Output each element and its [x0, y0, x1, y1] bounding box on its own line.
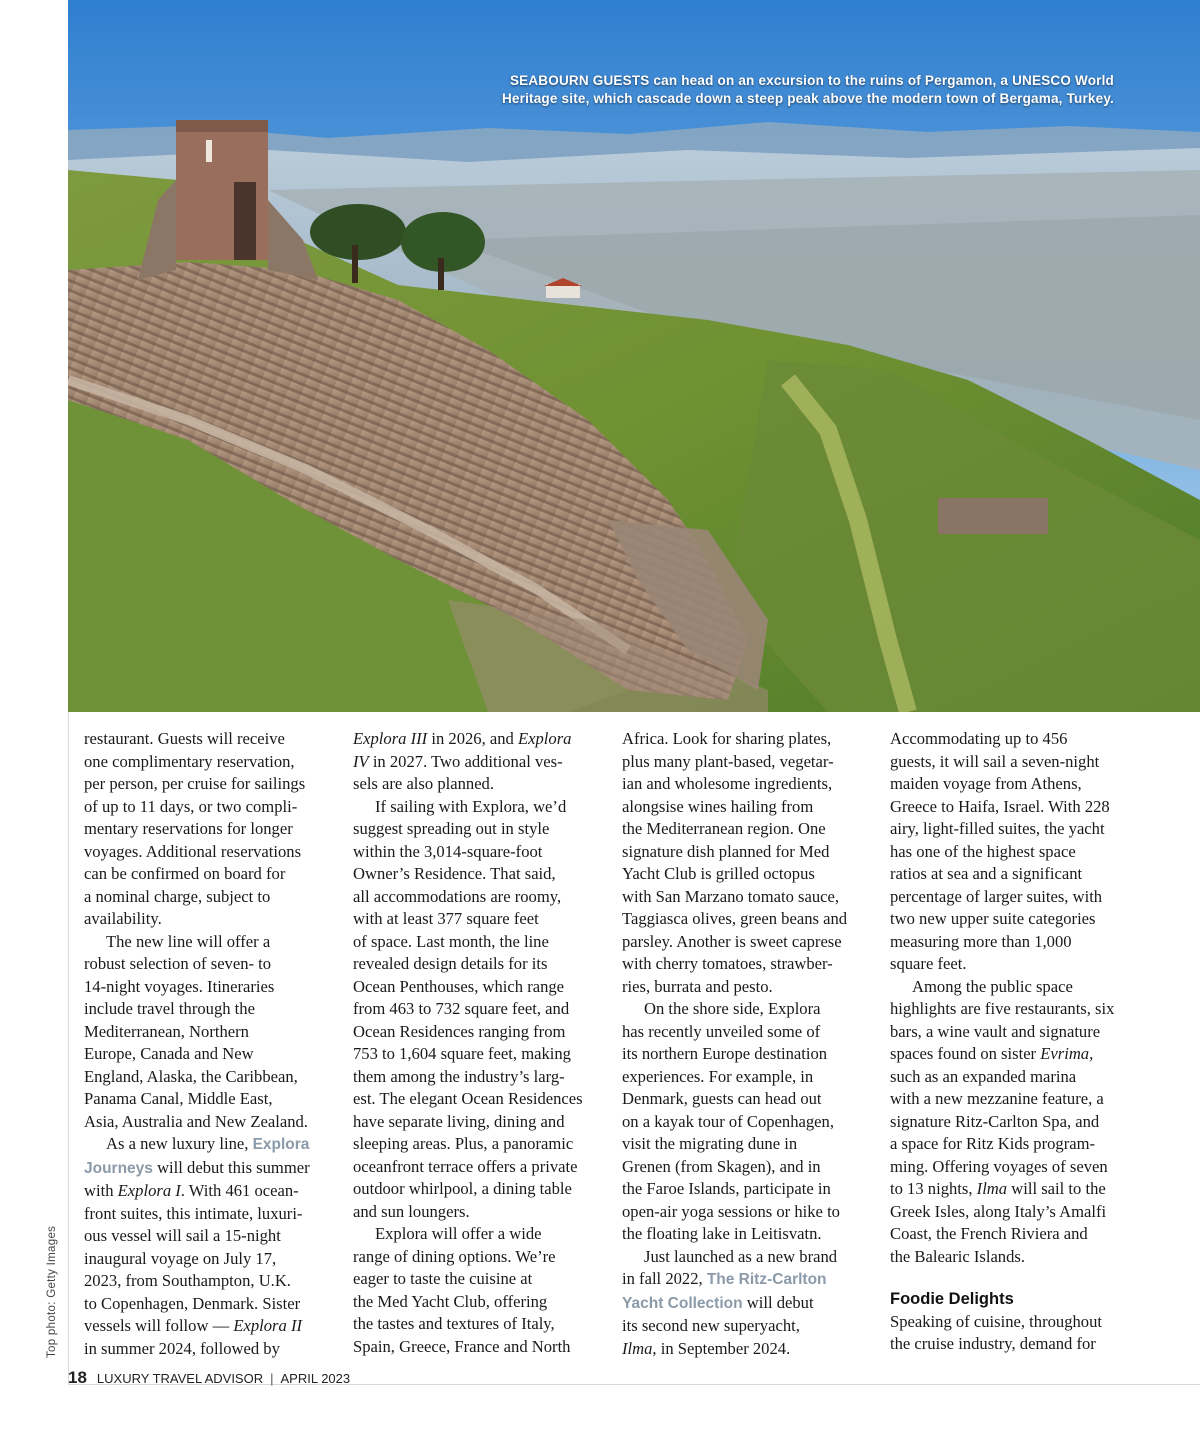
text-line: eager to taste the cuisine at — [353, 1269, 533, 1288]
text-span: As a new luxury line, — [106, 1134, 253, 1153]
text-line: a space for Ritz Kids program- — [890, 1134, 1096, 1153]
text-line: the Balearic Islands. — [890, 1246, 1026, 1266]
text-line: Europe, Canada and New — [84, 1044, 254, 1063]
ship-name: Explora II — [233, 1316, 303, 1335]
text-line: include travel through the — [84, 999, 255, 1018]
text-column-1 — [84, 728, 328, 1360]
text-line: If sailing with Explora, we’d — [375, 796, 567, 816]
text-line: has recently unveiled some of — [622, 1021, 821, 1041]
text-span: spaces found on sister — [890, 1044, 1041, 1063]
text-line: one complimentary reservation, — [84, 751, 295, 771]
text-line: inaugural voyage on July 17, — [84, 1248, 277, 1268]
page-number: 18 — [68, 1368, 87, 1387]
text-line: plus many plant-based, vegetar- — [622, 751, 834, 771]
text-line: two new upper suite categories — [890, 909, 1096, 928]
text-line: voyages. Additional reservations — [84, 841, 302, 861]
brand-link-ritz-carlton-yacht: Yacht Collection — [622, 1294, 743, 1312]
text-line: airy, light-filled suites, the yacht — [890, 819, 1105, 838]
text-line: with San Marzano tomato sauce, — [622, 886, 840, 906]
text-span: vessels will follow — — [84, 1316, 234, 1335]
text-line: availability. — [84, 909, 162, 928]
text-line — [890, 1178, 1134, 1201]
caption-line: Heritage site, which cascade down a steep peak above the modern town of Bergama, Turkey. — [501, 91, 1114, 106]
text-line: signature Ritz-Carlton Spa, and — [890, 1111, 1100, 1131]
text-line: percentage of larger suites, with — [890, 886, 1103, 906]
text-line: the Med Yacht Club, offering — [353, 1291, 548, 1311]
text-line: with a new mezzanine feature, a — [890, 1089, 1104, 1108]
text-line: front suites, this intimate, luxuri- — [84, 1203, 303, 1223]
text-span: in 2027. Two additional ves- — [368, 751, 563, 771]
text-column-4 — [890, 728, 1134, 1356]
text-line: Spain, Greece, France and North — [353, 1336, 571, 1356]
text-line: Grenen (from Skagen), and in — [622, 1156, 821, 1176]
text-line: square feet. — [890, 954, 967, 973]
text-line: Speaking of cuisine, throughout — [890, 1311, 1102, 1331]
text-line: mentary reservations for longer — [84, 819, 293, 838]
page-footer — [68, 1368, 350, 1388]
text-line: visit the migrating dune in — [622, 1134, 798, 1153]
text-line: Explora will offer a wide — [375, 1224, 542, 1243]
text-span: in 2026, and — [427, 729, 518, 748]
text-line: England, Alaska, the Caribbean, — [84, 1066, 298, 1086]
text-line: Among the public space — [912, 976, 1073, 996]
text-line: them among the industry’s larg- — [353, 1066, 565, 1086]
ship-name: Ilma — [622, 1338, 653, 1358]
text-line: Greece to Haifa, Israel. With 228 — [890, 796, 1110, 816]
text-column-3 — [622, 728, 866, 1360]
text-line: Yacht Club is grilled octopus — [622, 864, 815, 883]
text-line — [353, 728, 597, 751]
text-line — [622, 1268, 866, 1292]
text-line: its second new superyacht, — [622, 1316, 800, 1335]
publication-name: LUXURY TRAVEL ADVISOR — [96, 1371, 264, 1386]
text-line — [622, 1292, 866, 1316]
text-span: with — [84, 1181, 118, 1200]
text-line: the Faroe Islands, participate in — [622, 1179, 831, 1198]
section-subhead: Foodie Delights — [890, 1290, 1014, 1308]
text-line: On the shore side, Explora — [644, 999, 821, 1018]
text-line: Greek Isles, along Italy’s Amalfi — [890, 1201, 1107, 1221]
text-line: all accommodations are roomy, — [353, 886, 562, 906]
footer-separator: | — [270, 1371, 274, 1386]
text-line: 753 to 1,604 square feet, making — [353, 1044, 571, 1063]
ship-name: IV — [353, 751, 369, 771]
text-line: Just launched as a new brand — [644, 1246, 838, 1266]
text-line: Africa. Look for sharing plates, — [622, 729, 832, 748]
text-line: measuring more than 1,000 — [890, 931, 1072, 951]
text-line: per person, per cruise for sailings — [84, 774, 306, 793]
text-line: have separate living, dining and — [353, 1111, 565, 1131]
text-line: 2023, from Southampton, U.K. — [84, 1271, 291, 1290]
ship-name: Explora III — [353, 729, 428, 748]
text-span: , in September 2024. — [652, 1338, 791, 1358]
text-line: open-air yoga sessions or hike to — [622, 1201, 840, 1221]
text-line: suggest spreading out in style — [353, 819, 550, 838]
text-line: with at least 377 square feet — [353, 909, 539, 928]
hero-photo — [68, 0, 1200, 712]
text-line: Mediterranean, Northern — [84, 1021, 249, 1041]
text-span: to 13 nights, — [890, 1179, 977, 1198]
text-line: from 463 to 732 square feet, and — [353, 999, 570, 1018]
text-line — [84, 1180, 328, 1203]
left-rule — [68, 712, 69, 1384]
text-line: the tastes and textures of Italy, — [353, 1314, 555, 1333]
text-line: oceanfront terrace offers a private — [353, 1156, 578, 1176]
text-line: signature dish planned for Med — [622, 841, 830, 861]
text-span: will debut — [742, 1292, 814, 1312]
text-line: Taggiasca olives, green beans and — [622, 909, 848, 928]
text-column-2 — [353, 728, 597, 1358]
text-line: highlights are five restaurants, six — [890, 999, 1115, 1018]
caption-line: SEABOURN GUESTS can head on an excursion to the ruins of Pergamon, a UNESCO World — [509, 73, 1114, 88]
photo-credit: Top photo: Getty Images — [46, 1225, 58, 1358]
text-line: est. The elegant Ocean Residences — [353, 1089, 583, 1108]
text-line: ratios at sea and a significant — [890, 864, 1083, 883]
text-line: maiden voyage from Athens, — [890, 774, 1082, 793]
text-line: outdoor whirlpool, a dining table — [353, 1179, 572, 1198]
text-line — [84, 1315, 328, 1338]
text-line: of space. Last month, the line — [353, 931, 549, 951]
text-line — [84, 1157, 328, 1181]
ship-name: Explora I — [117, 1181, 181, 1200]
text-line: experiences. For example, in — [622, 1066, 814, 1086]
text-line: and sun loungers. — [353, 1201, 470, 1221]
text-line: within the 3,014-square-foot — [353, 841, 543, 861]
text-line: 14-night voyages. Itineraries — [84, 976, 275, 996]
issue-date: APRIL 2023 — [280, 1371, 351, 1386]
text-line: Asia, Australia and New Zealand. — [84, 1111, 308, 1131]
text-line: the Mediterranean region. One — [622, 819, 826, 838]
text-line: parsley. Another is sweet caprese — [622, 931, 842, 951]
text-line: ming. Offering voyages of seven — [890, 1156, 1108, 1176]
text-line: ous vessel will sail a 15-night — [84, 1226, 281, 1245]
text-line: the floating lake in Leitisvatn. — [622, 1224, 822, 1243]
text-span: will sail to the — [1007, 1179, 1106, 1198]
photo-caption — [394, 72, 1114, 108]
brand-link-explora-journeys: Journeys — [84, 1159, 153, 1177]
text-line — [890, 1043, 1134, 1066]
text-line: in summer 2024, followed by — [84, 1338, 280, 1358]
text-line: Panama Canal, Middle East, — [84, 1089, 273, 1108]
text-line: its northern Europe destination — [622, 1044, 828, 1063]
text-line: Accommodating up to 456 — [890, 729, 1068, 748]
text-line: has one of the highest space — [890, 841, 1076, 861]
text-line: Denmark, guests can head out — [622, 1089, 822, 1108]
text-line: with cherry tomatoes, strawber- — [622, 954, 833, 973]
text-line: to Copenhagen, Denmark. Sister — [84, 1293, 301, 1313]
ship-name: Explora — [517, 729, 572, 748]
brand-link-explora-journeys: Explora — [252, 1136, 310, 1153]
text-line — [622, 1338, 866, 1361]
text-line: such as an expanded marina — [890, 1066, 1077, 1086]
text-line: the cruise industry, demand for — [890, 1334, 1096, 1353]
text-line: Ocean Penthouses, which range — [353, 976, 565, 996]
text-span: in fall 2022, — [622, 1269, 707, 1288]
text-line: sels are also planned. — [353, 774, 494, 793]
text-line: robust selection of seven- to — [84, 954, 272, 973]
text-line: a nominal charge, subject to — [84, 886, 271, 906]
ship-name: Evrima, — [1040, 1044, 1094, 1063]
text-line — [84, 1133, 328, 1157]
text-line: alongsise wines hailing from — [622, 796, 814, 816]
text-line — [353, 751, 597, 774]
text-line: guests, it will sail a seven-night — [890, 751, 1100, 771]
text-line: sleeping areas. Plus, a panoramic — [353, 1134, 574, 1153]
paragraph-gap — [890, 1268, 1134, 1288]
text-line: ian and wholesome ingredients, — [622, 774, 833, 793]
text-span: . With 461 ocean- — [180, 1181, 299, 1200]
text-line: Coast, the French Riviera and — [890, 1224, 1088, 1243]
text-line: bars, a wine vault and signature — [890, 1021, 1101, 1041]
text-line: revealed design details for its — [353, 954, 548, 973]
text-line: Owner’s Residence. That said, — [353, 864, 556, 883]
text-line: range of dining options. We’re — [353, 1246, 556, 1266]
text-line: of up to 11 days, or two compli- — [84, 796, 298, 816]
text-line: ries, burrata and pesto. — [622, 976, 773, 996]
ship-name: Ilma — [976, 1179, 1008, 1198]
text-line: The new line will offer a — [106, 931, 271, 951]
text-span: will debut this summer — [152, 1157, 310, 1177]
text-line: Ocean Residences ranging from — [353, 1021, 566, 1041]
text-line: can be confirmed on board for — [84, 864, 286, 883]
text-line: restaurant. Guests will receive — [84, 729, 285, 748]
brand-link-ritz-carlton-yacht: The Ritz-Carlton — [706, 1271, 827, 1288]
text-line: on a kayak tour of Copenhagen, — [622, 1111, 834, 1131]
